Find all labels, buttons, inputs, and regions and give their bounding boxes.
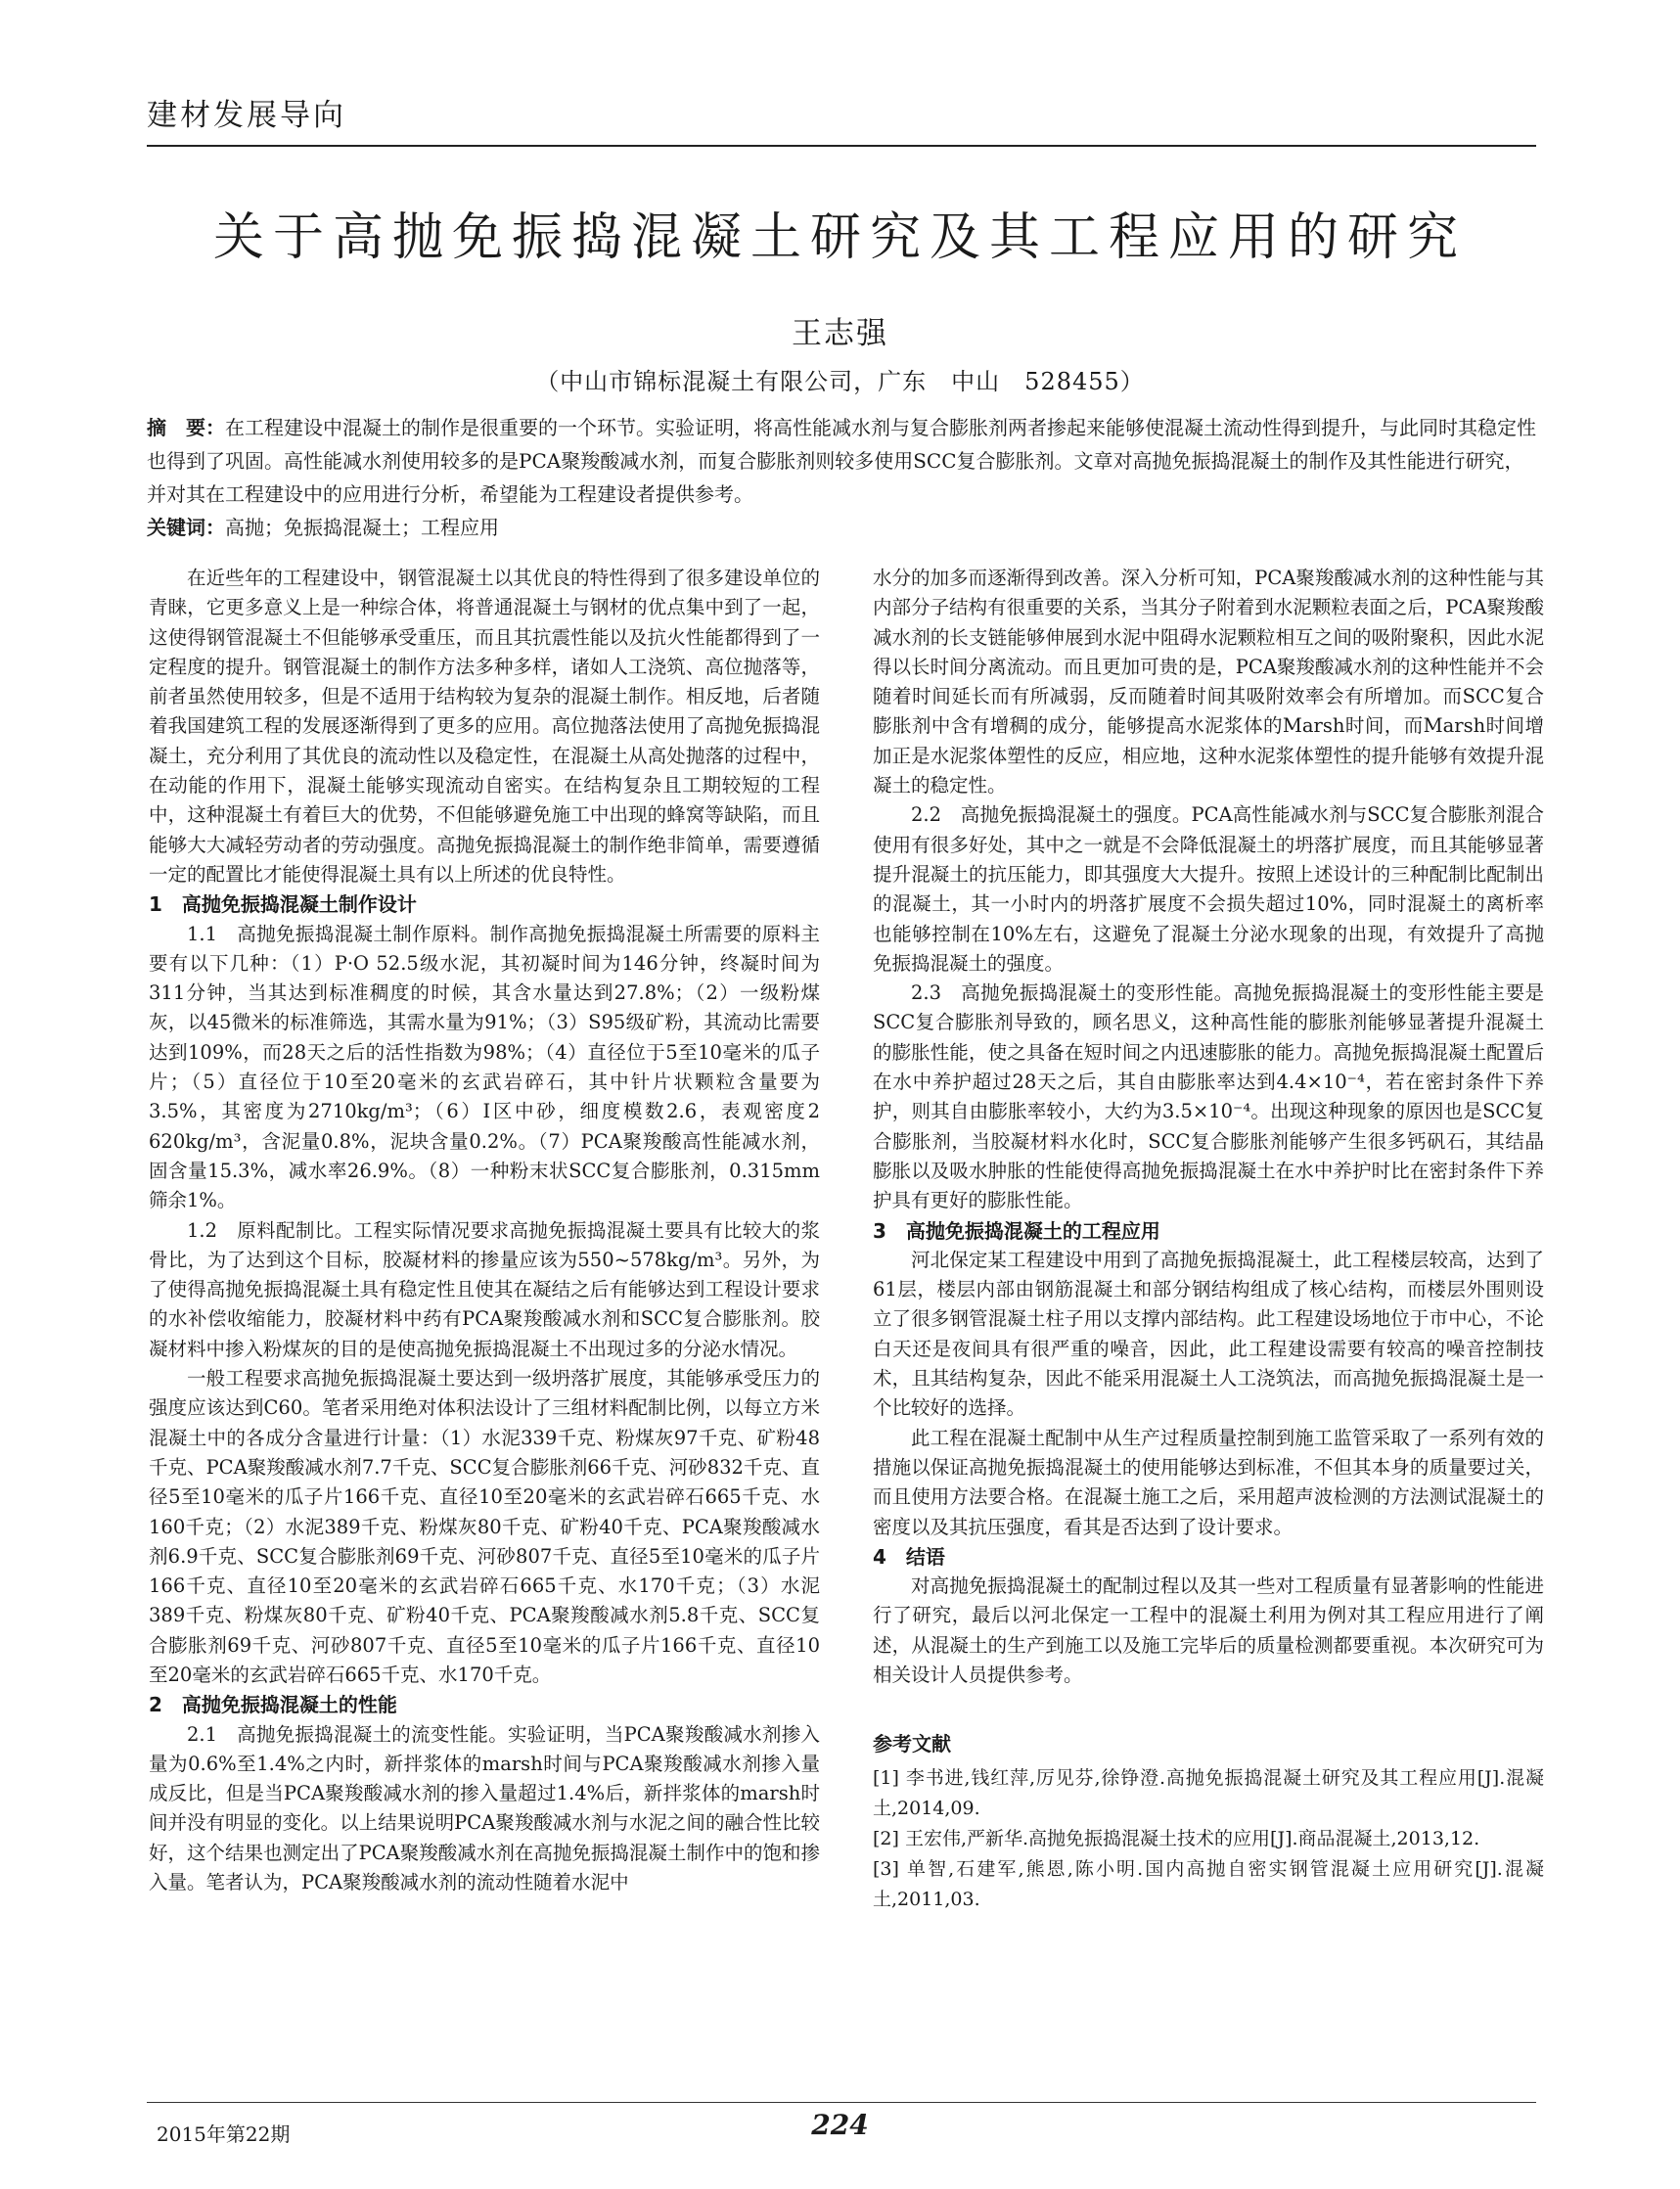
header-divider <box>147 145 1536 147</box>
section-4-heading: 4 结语 <box>873 1544 945 1569</box>
author-affiliation: （中山市锦标混凝土有限公司，广东 中山 528455） <box>535 368 1145 395</box>
intro-paragraph: 在近些年的工程建设中，钢管混凝土以其优良的特性得到了很多建设单位的青睐，它更多意义上是一种综合体，将普通混凝土与钢材的优点集中到了一起，这使得钢管混凝土不但能够承受重压，而且其抗震性能以及抗火性能都得到了一定程度的提升。钢管混凝土的制作方法多种多样，诸如人工浇筑、高位抛落等，前者虽然使用较多，但是不适用于结构较为复杂的混凝土制作。相反地，后者随着我国建筑工程的发展逐渐得到了更多的应用。高位抛落法使用了高抛免振捣混凝土，充分利用了其优良的流动性以及稳定性，在混凝土从高处抛落的过程中，在动能的作用下，混凝土能够实现流动自密实。在结构复杂且工期较短的工程中，这种混凝土有着巨大的优势，不但能够避免施工中出现的蜂窝等缺陷，而且能够大大减轻劳动者的劳动强度。高抛免振捣混凝土的制作绝非简单，需要遵循一定的配置比才能使得混凝土具有以上所述的优良特性。 <box>149 567 820 886</box>
section-2-2-paragraph: 2.2 高抛免振捣混凝土的强度。PCA高性能减水剂与SCC复合膨胀剂混合使用有很多好处，其中之一就是不会降低混凝土的坍落扩展度，而且其能够显著提升混凝土的抗压能力，即其强度大大提升。按照上述设计的三种配制比配制出的混凝土，其一小时内的坍落扩展度不会损失超过10%，同时混凝土的离析率也能够控制在10%左右，这避免了混凝土分泌水现象的出现，有效提升了高抛免振捣混凝土的强度。 <box>873 803 1544 975</box>
section-2-1-paragraph: 2.1 高抛免振捣混凝土的流变性能。实验证明，当PCA聚羧酸减水剂掺入量为0.6%至1.4%之内时，新拌浆体的marsh时间与PCA聚羧酸减水剂掺入量成反比，但是当PCA聚羧酸减水剂的掺入量超过1.4%后，新拌浆体的marsh时间并没有明显的变化。以上结果说明PCA聚羧酸减水剂与水泥之间的融合性比较好，这个结果也测定出了PCA聚羧酸减水剂在高抛免振捣混凝土制作中的饱和掺入量。笔者认为，PCA聚羧酸减水剂的流动性随着水泥中 <box>149 1722 820 1894</box>
section-3-heading: 3 高抛免振捣混凝土的工程应用 <box>873 1218 1160 1243</box>
section-2-heading: 2 高抛免振捣混凝土的性能 <box>149 1693 397 1717</box>
section-2-3-paragraph: 2.3 高抛免振捣混凝土的变形性能。高抛免振捣混凝土的变形性能主要是SCC复合膨胀剂导致的，顾名思义，这种高性能的膨胀剂能够显著提升混凝土的膨胀性能，使之具备在短时间之内迅速膨胀的能力。高抛免振捣混凝土配置后在水中养护超过28天之后，其自由膨胀率达到4.4×10⁻⁴，若在密封条件下养护，则其自由膨胀率较小，大约为3.5×10⁻⁴。出现这种现象的原因也是SCC复合膨胀剂，当胶凝材料水化时，SCC复合膨胀剂能够产生很多钙矾石，其结晶膨胀以及吸水肿胀的性能使得高抛免振捣混凝土在水中养护时比在密封条件下养护具有更好的膨胀性能。 <box>873 981 1544 1212</box>
issue-label: 2015年第22期 <box>157 2122 291 2146</box>
section-1-heading: 1 高抛免振捣混凝土制作设计 <box>149 892 417 917</box>
article-title: 关于高抛免振捣混凝土研究及其工程应用的研究 <box>212 208 1467 267</box>
reference-item: [3] 单智,石建军,熊恩,陈小明.国内高抛自密实钢管混凝土应用研究[J].混凝土,2011,03. <box>873 1857 1544 1910</box>
conclusion-paragraph: 对高抛免振捣混凝土的配制过程以及其一些对工程质量有显著影响的性能进行了研究，最后以河北保定一工程中的混凝土利用为例对其工程应用进行了阐述，从混凝土的生产到施工以及施工完毕后的质量检测都要重视。本次研究可为相关设计人员提供参考。 <box>873 1574 1544 1686</box>
references-heading: 参考文献 <box>873 1732 951 1756</box>
reference-item: [1] 李书进,钱红萍,厉见芬,徐铮澄.高抛免振捣混凝土研究及其工程应用[J].混凝土,2014,09. <box>873 1766 1544 1819</box>
keywords-text: 高抛；免振捣混凝土；工程应用 <box>225 516 499 539</box>
section-3-paragraph-1: 河北保定某工程建设中用到了高抛免振捣混凝土，此工程楼层较高，达到了61层，楼层内部由钢筋混凝土和部分钢结构组成了核心结构，而楼层外围则设立了很多钢管混凝土柱子用以支撑内部结构。此工程建设场地位于市中心，不论白天还是夜间具有很严重的噪音，因此，此工程建设需要有较高的噪音控制技术，且其结构复杂，因此不能采用混凝土人工浇筑法，而高抛免振捣混凝土是一个比较好的选择。 <box>873 1248 1544 1420</box>
abstract <box>147 411 1536 511</box>
keywords-label: 关键词： <box>147 516 225 539</box>
spacer <box>873 1690 1544 1715</box>
section-1-2-mix-paragraph: 一般工程要求高抛免振捣混凝土要达到一级坍落扩展度，其能够承受压力的强度应该达到C60。笔者采用绝对体积法设计了三组材料配制比例，以每立方米混凝土中的各成分含量进行计量：（1）水泥339千克、粉煤灰97千克、矿粉48千克、PCA聚羧酸减水剂7.7千克、SCC复合膨胀剂66千克、河砂832千克、直径5至10毫米的瓜子片166千克、直径10至20毫米的玄武岩碎石665千克、水160千克；（2）水泥389千克、粉煤灰80千克、矿粉40千克、PCA聚羧酸减水剂6.9千克、SCC复合膨胀剂69千克、河砂807千克、直径5至10毫米的瓜子片166千克、直径10至20毫米的玄武岩碎石665千克、水170千克；（3）水泥389千克、粉煤灰80千克、矿粉40千克、PCA聚羧酸减水剂5.8千克、SCC复合膨胀剂69千克、河砂807千克、直径5至10毫米的瓜子片166千克、直径10至20毫米的玄武岩碎石665千克、水170千克。 <box>149 1367 820 1686</box>
continued-paragraph: 水分的加多而逐渐得到改善。深入分析可知，PCA聚羧酸减水剂的这种性能与其内部分子结构有很重要的关系，当其分子附着到水泥颗粒表面之后，PCA聚羧酸减水剂的长支链能够伸展到水泥中阻碍水泥颗粒相互之间的吸附聚积，因此水泥得以长时间分离流动。而且更加可贵的是，PCA聚羧酸减水剂的这种性能并不会随着时间延长而有所减弱，反而随着时间其吸附效率会有所增加。而SCC复合膨胀剂中含有增稠的成分，能够提高水泥浆体的Marsh时间，而Marsh时间增加正是水泥浆体塑性的反应，相应地，这种水泥浆体塑性的提升能够有效提升混凝土的稳定性。 <box>873 567 1544 798</box>
section-3-paragraph-2: 此工程在混凝土配制中从生产过程质量控制到施工监管采取了一系列有效的措施以保证高抛免振捣混凝土的使用能够达到标准，不但其本身的质量要过关，而且使用方法要合格。在混凝土施工之后，采用超声波检测的方法测试混凝土的密度以及其抗压强度，看其是否达到了设计要求。 <box>873 1426 1544 1538</box>
section-1-2-paragraph: 1.2 原料配制比。工程实际情况要求高抛免振捣混凝土要具有比较大的浆骨比，为了达到这个目标，胶凝材料的掺量应该为550~578kg/m³。另外，为了使得高抛免振捣混凝土具有稳定性且使其在凝结之后有能够达到工程设计要求的水补偿收缩能力，胶凝材料中药有PCA聚羧酸减水剂和SCC复合膨胀剂。胶凝材料中掺入粉煤灰的目的是使高抛免振捣混凝土不出现过多的分泌水情况。 <box>149 1218 820 1360</box>
keywords <box>147 511 1536 544</box>
footer-divider <box>147 2102 1536 2103</box>
abstract-label: 摘 要： <box>147 416 225 439</box>
right-column <box>873 564 1544 1915</box>
journal-name: 建材发展导向 <box>147 98 346 133</box>
reference-item: [2] 王宏伟,严新华.高抛免振捣混凝土技术的应用[J].商品混凝土,2013,12. <box>873 1827 1480 1849</box>
page-number: 224 <box>811 2109 869 2141</box>
abstract-text: 在工程建设中混凝土的制作是很重要的一个环节。实验证明，将高性能减水剂与复合膨胀剂两者掺起来能够使混凝土流动性得到提升，与此同时其稳定性也得到了巩固。高性能减水剂使用较多的是PCA聚羧酸减水剂，而复合膨胀剂则较多使用SCC复合膨胀剂。文章对高抛免振捣混凝土的制作及其性能进行研究，并对其在工程建设中的应用进行分析，希望能为工程建设者提供参考。 <box>147 416 1536 506</box>
section-1-1-paragraph: 1.1 高抛免振捣混凝土制作原料。制作高抛免振捣混凝土所需要的原料主要有以下几种：（1）P·O 52.5级水泥，其初凝时间为146分钟，终凝时间为311分钟，当其达到标准稠度的时候，其含水量达到27.8%；（2）一级粉煤灰，以45微米的标准筛选，其需水量为91%；（3）S95级矿粉，其流动比需要达到109%，而28天之后的活性指数为98%；（4）直径位于5至10毫米的瓜子片；（5）直径位于10至20毫米的玄武岩碎石，其中针片状颗粒含量要为3.5%，其密度为2710kg/m³；（6）Ⅰ区中砂，细度模数2.6，表观密度2 620kg/m³，含泥量0.8%，泥块含量0.2%。（7）PCA聚羧酸高性能减水剂，固含量15.3%，减水率26.9%。（8）一种粉末状SCC复合膨胀剂，0.315mm筛余1%。 <box>149 922 820 1212</box>
author-name: 王志强 <box>792 316 888 351</box>
left-column <box>149 564 820 1897</box>
